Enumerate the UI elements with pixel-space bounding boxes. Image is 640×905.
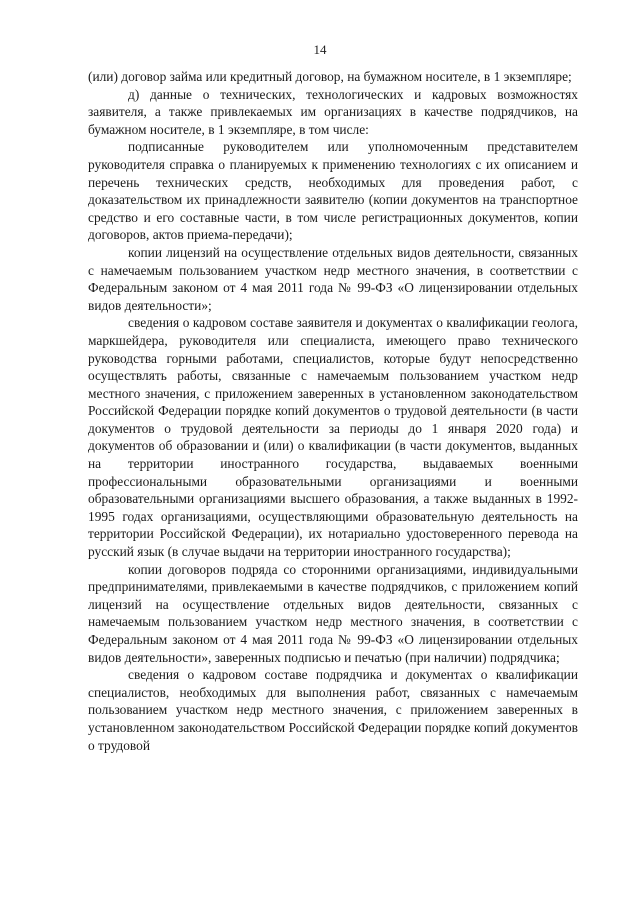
document-body — [88, 68, 578, 754]
page-number: 14 — [313, 42, 327, 57]
paragraph: д) данные о технических, технологических и кадровых возможностях заявителя, а также привлекаемых им организациях в качестве подрядчиков, на бумажном носителе, в 1 экземпляре, в том числе: — [88, 86, 578, 137]
paragraph: сведения о кадровом составе подрядчика и документах о квалификации специалистов, необходимых для выполнения работ, связанных с намечаемым пользованием участком недр местного значения, с приложением заверенных в установленном законодательством Российской Федерации порядке копий документов о трудовой — [88, 667, 578, 753]
paragraph: копии лицензий на осуществление отдельных видов деятельности, связанных с намечаемым пользованием участком недр местного значения, в соответствии с Федеральным законом от 4 мая 2011 года № 99-ФЗ «О лицензировании отдельных видов деятельности»; — [88, 244, 578, 313]
paragraph: копии договоров подряда со сторонними организациями, индивидуальными предпринимателями, привлекаемыми в качестве подрядчиков, с приложением копий лицензий на осуществление отдельных видов деятельности, связанных с намечаемым пользованием участком недр местного значения, в соответствии с Федеральным законом от 4 мая 2011 года № 99-ФЗ «О лицензировании отдельных видов деятельности», заверенных подписью и печатью (при наличии) подрядчика; — [88, 561, 578, 665]
paragraph: сведения о кадровом составе заявителя и документах о квалификации геолога, маркшейдера, руководителя или специалиста, имеющего право технического руководства горными работами, специалистов, которые будут непосредственно осуществлять работы, связанные с намечаемым пользованием участком недр местного значения, с приложением заверенных в установленном законодательством Российской Федерации порядке копий документов о трудовой деятельности (в части документов о трудовой деятельности за периоды до 1 января 2020 года) и документов об образовании и (или) о квалификации (в части документов, выданных на территории иностранного государства, выдаваемых военными профессиональными образовательными организациями и военными образовательными организациями высшего образования, а также выданных в 1992-1995 годах организациями, осуществляющими образовательную деятельность на территории Российской Федерации), их нотариально удостоверенного перевода на русский язык (в случае выдачи на территории иностранного государства); — [88, 315, 578, 560]
paragraph: (или) договор займа или кредитный договор, на бумажном носителе, в 1 экземпляре; — [88, 69, 572, 84]
paragraph: подписанные руководителем или уполномоченным представителем руководителя справка о планируемых к применению технологиях с их описанием и перечень технических средств, необходимых для проведения работ, с доказательством их принадлежности заявителю (копии документов на транспортное средство и его составные части, в том числе регистрационных документов, копии договоров, актов приема-передачи); — [88, 139, 578, 243]
